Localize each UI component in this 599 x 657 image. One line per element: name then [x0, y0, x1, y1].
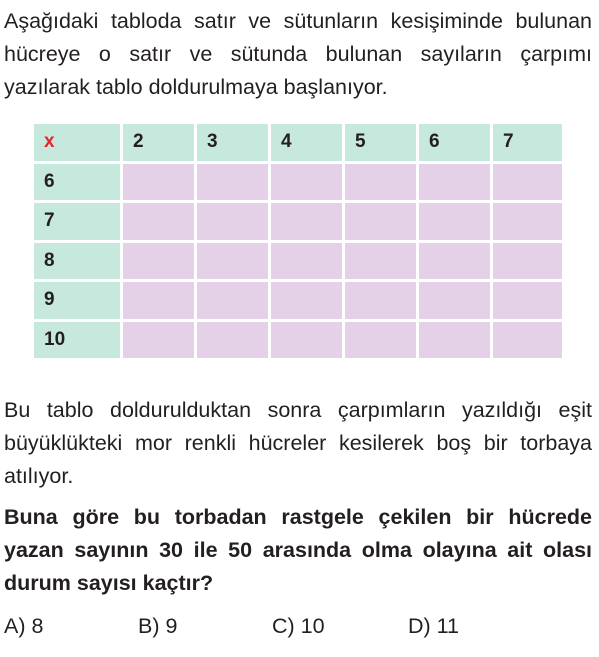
question-text: Buna göre bu torbadan rastgele çekilen bir hücrede yazan sayının 30 ile 50 arasında olma olayına ait olası durum sayısı kaçtır?	[4, 505, 592, 595]
product-cell	[418, 241, 492, 281]
answer-options	[0, 614, 599, 644]
table-row	[33, 202, 564, 242]
product-cell	[418, 162, 492, 202]
option-letter: C)	[272, 614, 295, 638]
column-header: 6	[418, 123, 492, 163]
table-row	[33, 320, 564, 360]
option-letter: D)	[408, 614, 431, 638]
column-header: 5	[344, 123, 418, 163]
product-cell	[492, 320, 564, 360]
product-cell	[122, 241, 196, 281]
product-cell	[270, 162, 344, 202]
product-cell	[196, 281, 270, 321]
table-row	[33, 281, 564, 321]
option-c[interactable]	[272, 614, 325, 639]
multiplication-grid	[31, 121, 565, 361]
product-cell	[492, 281, 564, 321]
table-row	[33, 162, 564, 202]
row-header: 10	[33, 320, 122, 360]
product-cell	[418, 281, 492, 321]
column-header: 4	[270, 123, 344, 163]
product-cell	[122, 281, 196, 321]
option-value: 8	[31, 614, 44, 638]
product-cell	[344, 241, 418, 281]
column-header: 7	[492, 123, 564, 163]
product-cell	[344, 281, 418, 321]
product-cell	[196, 241, 270, 281]
column-header: 2	[122, 123, 196, 163]
multiplication-table	[31, 121, 562, 361]
product-cell	[418, 320, 492, 360]
product-cell	[344, 202, 418, 242]
product-cell	[344, 162, 418, 202]
product-cell	[270, 241, 344, 281]
product-cell	[122, 162, 196, 202]
product-cell	[270, 320, 344, 360]
option-value: 9	[165, 614, 178, 638]
product-cell	[196, 320, 270, 360]
product-cell	[344, 320, 418, 360]
option-d[interactable]	[408, 614, 459, 639]
product-cell	[122, 202, 196, 242]
column-header: 3	[196, 123, 270, 163]
product-cell	[196, 162, 270, 202]
product-cell	[122, 320, 196, 360]
row-header: 6	[33, 162, 122, 202]
product-cell	[492, 241, 564, 281]
intro-paragraph: Aşağıdaki tabloda satır ve sütunların kesişiminde bulunan hücreye o satır ve sütunda bulunan sayıların çarpımı yazılarak tablo doldurulmaya başlanıyor.	[4, 9, 592, 99]
option-letter: A)	[4, 614, 26, 638]
table-row	[33, 241, 564, 281]
product-cell	[418, 202, 492, 242]
option-b[interactable]	[138, 614, 177, 639]
product-cell	[196, 202, 270, 242]
product-cell	[492, 202, 564, 242]
row-header: 7	[33, 202, 122, 242]
option-letter: B)	[138, 614, 160, 638]
option-value: 11	[436, 614, 459, 638]
row-header: 9	[33, 281, 122, 321]
description-paragraph: Bu tablo doldurulduktan sonra çarpımların yazıldığı eşit büyüklükteki mor renkli hücreler kesilerek boş bir torbaya atılıyor.	[4, 398, 592, 488]
table-header-row	[33, 123, 564, 163]
product-cell	[492, 162, 564, 202]
option-a[interactable]	[4, 614, 43, 639]
corner-cell: x	[33, 123, 122, 163]
product-cell	[270, 281, 344, 321]
option-value: 10	[300, 614, 325, 638]
product-cell	[270, 202, 344, 242]
row-header: 8	[33, 241, 122, 281]
